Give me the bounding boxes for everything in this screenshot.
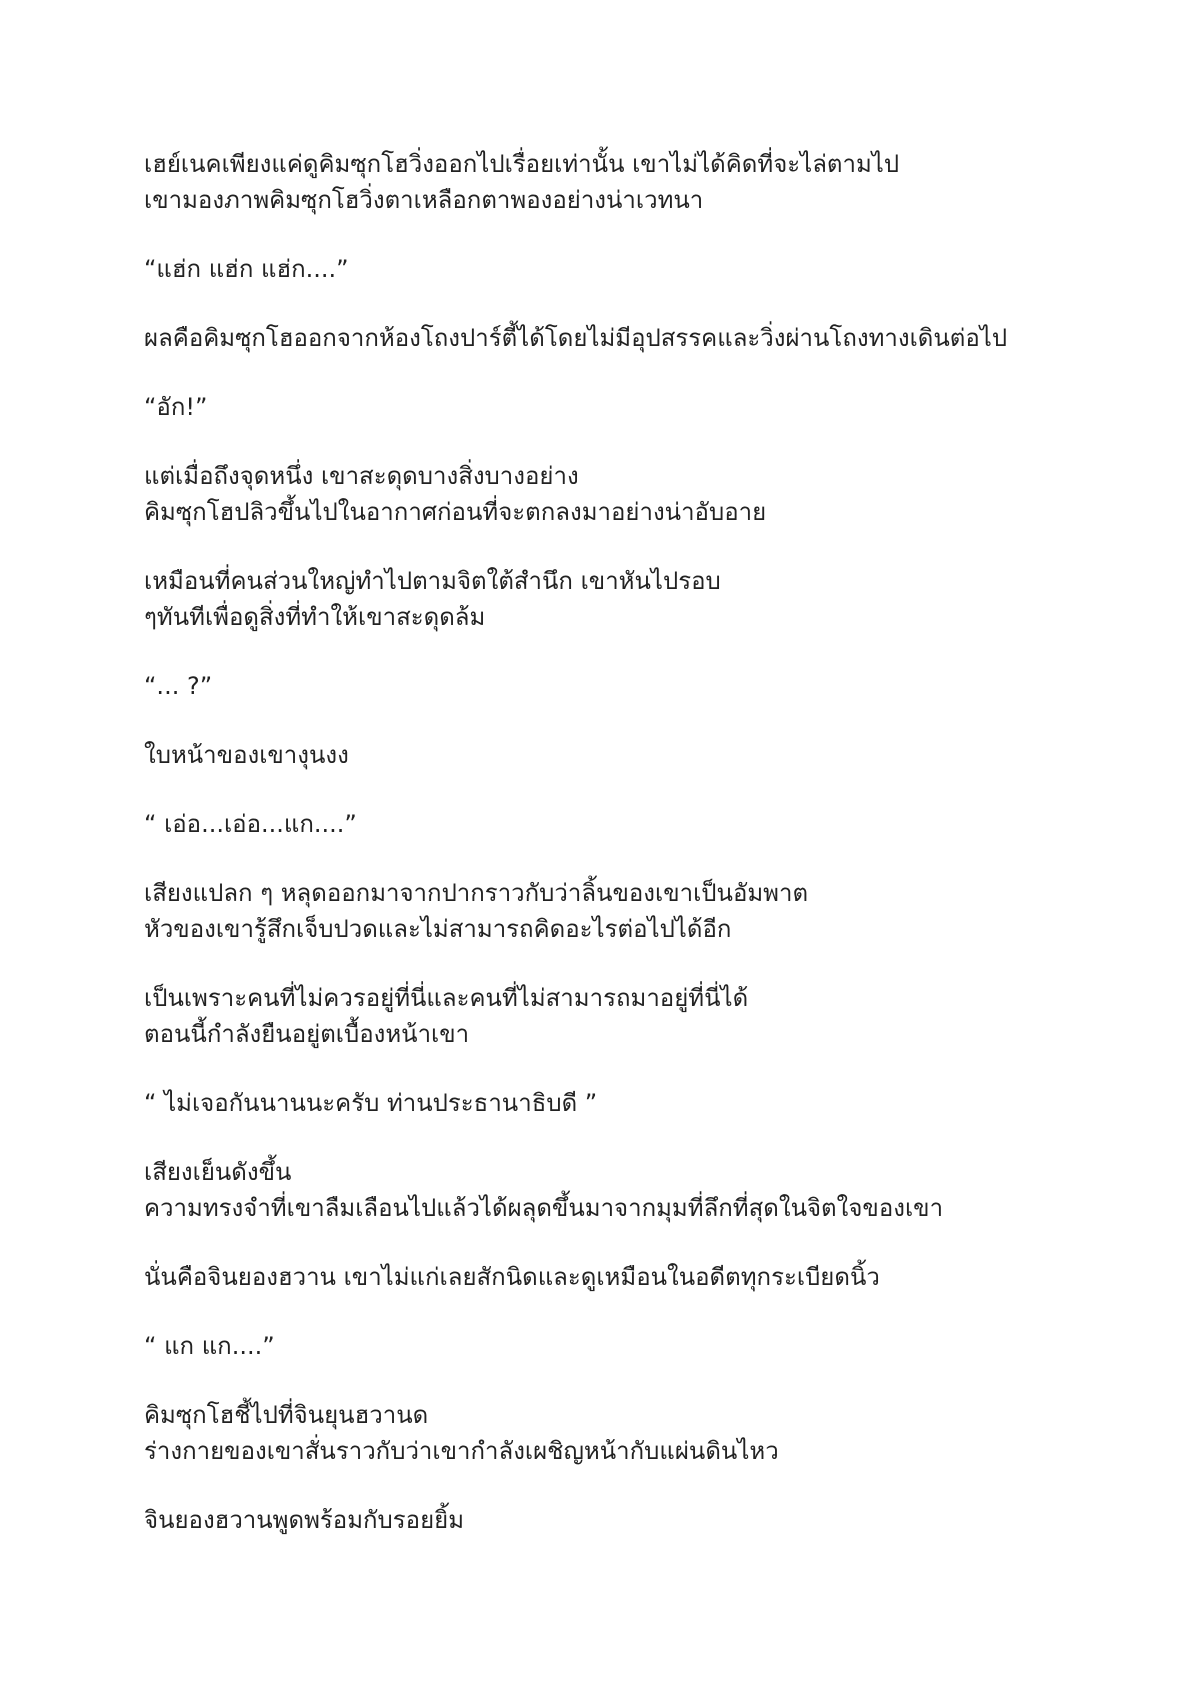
text-line: ใบหน้าของเขางุนงง bbox=[144, 741, 349, 769]
text-line: ร่างกายของเขาสั่นราวกับว่าเขากำลังเผชิญหน้ากับแผ่นดินไหว bbox=[144, 1437, 779, 1465]
text-line: เป็นเพราะคนที่ไม่ควรอยู่ที่นี่และคนที่ไม่สามารถมาอยู่ที่นี่ได้ bbox=[144, 984, 749, 1012]
text-line: นั่นคือจินยองฮวาน เขาไม่แก่เลยสักนิดและดูเหมือนในอดีตทุกระเบียดนิ้ว bbox=[144, 1263, 880, 1291]
dialogue-line bbox=[144, 806, 1044, 842]
text-line: “อัก!” bbox=[144, 393, 208, 421]
paragraph bbox=[144, 980, 1044, 1052]
text-line: หัวของเขารู้สึกเจ็บปวดและไม่สามารถคิดอะไรต่อไปได้อีก bbox=[144, 915, 732, 943]
text-line: เฮย์เนคเพียงแค่ดูคิมซุกโฮวิ่งออกไปเรื่อยเท่านั้น เขาไม่ได้คิดที่จะไล่ตามไป bbox=[144, 150, 900, 178]
dialogue-line bbox=[144, 1328, 1044, 1364]
paragraph bbox=[144, 1259, 1044, 1295]
paragraph bbox=[144, 1397, 1044, 1469]
text-line: ตอนนี้กำลังยืนอยู่ตเบื้องหน้าเขา bbox=[144, 1020, 470, 1048]
paragraph bbox=[144, 563, 1044, 635]
text-line: “ แก แก....” bbox=[144, 1332, 275, 1360]
text-line: “ ไม่เจอกันนานนะครับ ท่านประธานาธิบดี ” bbox=[144, 1089, 598, 1117]
text-line: คิมซุกโฮปลิวขึ้นไปในอากาศก่อนที่จะตกลงมาอย่างน่าอับอาย bbox=[144, 498, 767, 526]
paragraph bbox=[144, 458, 1044, 530]
text-line: จินยองฮวานพูดพร้อมกับรอยยิ้ม bbox=[144, 1506, 465, 1534]
paragraph bbox=[144, 1502, 1044, 1538]
text-line: เขามองภาพคิมซุกโฮวิ่งตาเหลือกตาพองอย่างน่าเวทนา bbox=[144, 186, 704, 214]
text-line: “... ?” bbox=[144, 672, 213, 700]
text-line: คิมซุกโฮชี้ไปที่จินยุนฮวานด bbox=[144, 1401, 429, 1429]
text-line: ผลคือคิมซุกโฮออกจากห้องโถงปาร์ตี้ได้โดยไม่มีอุปสรรคและวิ่งผ่านโถงทางเดินต่อไป bbox=[144, 324, 1008, 352]
text-line: “แฮ่ก แฮ่ก แฮ่ก....” bbox=[144, 255, 349, 283]
text-line: เสียงเย็นดังขึ้น bbox=[144, 1158, 292, 1186]
text-line: เสียงแปลก ๆ หลุดออกมาจากปากราวกับว่าลิ้นของเขาเป็นอัมพาต bbox=[144, 879, 809, 907]
paragraph bbox=[144, 320, 1044, 356]
text-line: เหมือนที่คนส่วนใหญ่ทำไปตามจิตใต้สำนึก เขาหันไปรอบ bbox=[144, 567, 721, 595]
text-line: ความทรงจำที่เขาลืมเลือนไปแล้วได้ผลุดขึ้นมาจากมุมที่ลึกที่สุดในจิตใจของเขา bbox=[144, 1194, 944, 1222]
dialogue-line bbox=[144, 251, 1044, 287]
dialogue-line bbox=[144, 389, 1044, 425]
text-line: “ เอ่อ...เอ่อ...แก....” bbox=[144, 810, 357, 838]
dialogue-line bbox=[144, 1085, 1044, 1121]
text-line: ๆทันทีเพื่อดูสิ่งที่ทำให้เขาสะดุดล้ม bbox=[144, 603, 486, 631]
paragraph bbox=[144, 737, 1044, 773]
paragraph bbox=[144, 875, 1044, 947]
paragraph bbox=[144, 146, 1044, 218]
paragraph bbox=[144, 1154, 1044, 1226]
document-body bbox=[144, 146, 1044, 1571]
text-line: แต่เมื่อถึงจุดหนึ่ง เขาสะดุดบางสิ่งบางอย่าง bbox=[144, 462, 579, 490]
dialogue-line bbox=[144, 668, 1044, 704]
